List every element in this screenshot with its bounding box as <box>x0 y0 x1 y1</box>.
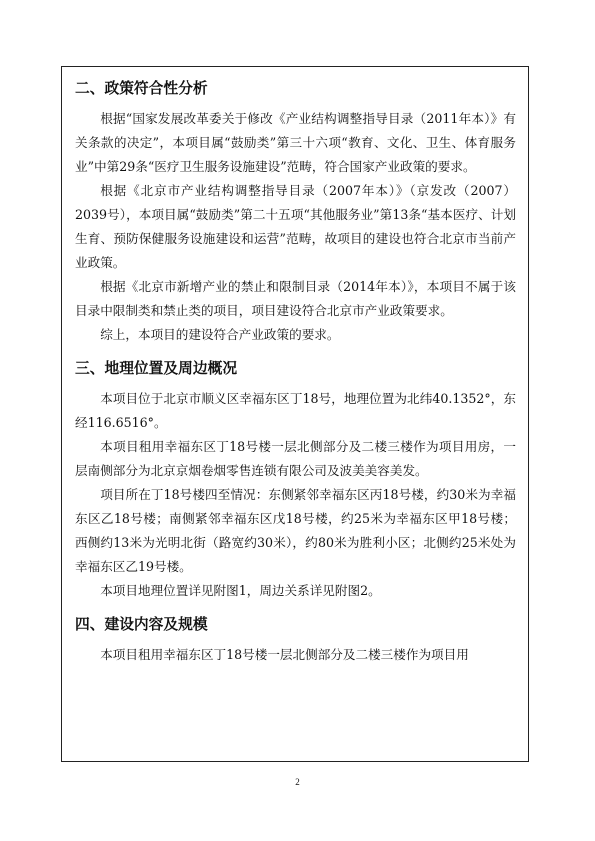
section-heading: 四、建设内容及规模 <box>75 616 208 633</box>
paragraph: 本项目地理位置详见附图1，周边关系详见附图2。 <box>100 583 381 598</box>
paragraph: 本项目租用幸福东区丁18号楼一层北侧部分及二楼三楼作为项目用房，一层南侧部分为北京京烟卷烟零售连锁有限公司及波美美容美发。 <box>75 439 516 478</box>
paragraph: 根据《北京市新增产业的禁止和限制目录（2014年本）》，本项目不属于该目录中限制类和禁止类的项目，项目建设符合北京市产业政策要求。 <box>75 279 516 318</box>
paragraph: 根据“国家发展改革委关于修改《产业结构调整指导目录（2011年本）》有关条款的决定”，本项目属“鼓励类”第三十六项“教育、文化、卫生、体育服务业”中第29条“医疗卫生服务设施建设”范畴，符合国家产业政策的要求。 <box>75 111 516 174</box>
document-body <box>75 74 516 667</box>
section-location <box>75 354 516 603</box>
paragraph: 综上，本项目的建设符合产业政策的要求。 <box>100 327 340 342</box>
page-number: 2 <box>295 777 300 787</box>
section-heading: 二、政策符合性分析 <box>75 80 208 97</box>
paragraph: 本项目租用幸福东区丁18号楼一层北侧部分及二楼三楼作为项目用 <box>100 647 469 662</box>
paragraph: 根据《北京市产业结构调整指导目录（2007年本）》（京发改（2007）2039号），本项目属“鼓励类”第二十五项“其他服务业”第13条“基本医疗、计划生育、预防保健服务设施建设和运营”范畴，故项目的建设也符合北京市当前产业政策。 <box>75 183 516 270</box>
section-heading: 三、地理位置及周边概况 <box>75 360 238 377</box>
section-construction <box>75 610 516 667</box>
section-policy <box>75 74 516 347</box>
paragraph: 项目所在丁18号楼四至情况：东侧紧邻幸福东区丙18号楼，约30米为幸福东区乙18号楼；南侧紧邻幸福东区戊18号楼，约25米为幸福东区甲18号楼；西侧约13米为光明北街（路宽约30米），约80米为胜利小区；北侧约25米处为幸福东区乙19号楼。 <box>75 487 516 574</box>
paragraph: 本项目位于北京市顺义区幸福东区丁18号，地理位置为北纬40.1352°，东经116.6516°。 <box>75 391 516 430</box>
